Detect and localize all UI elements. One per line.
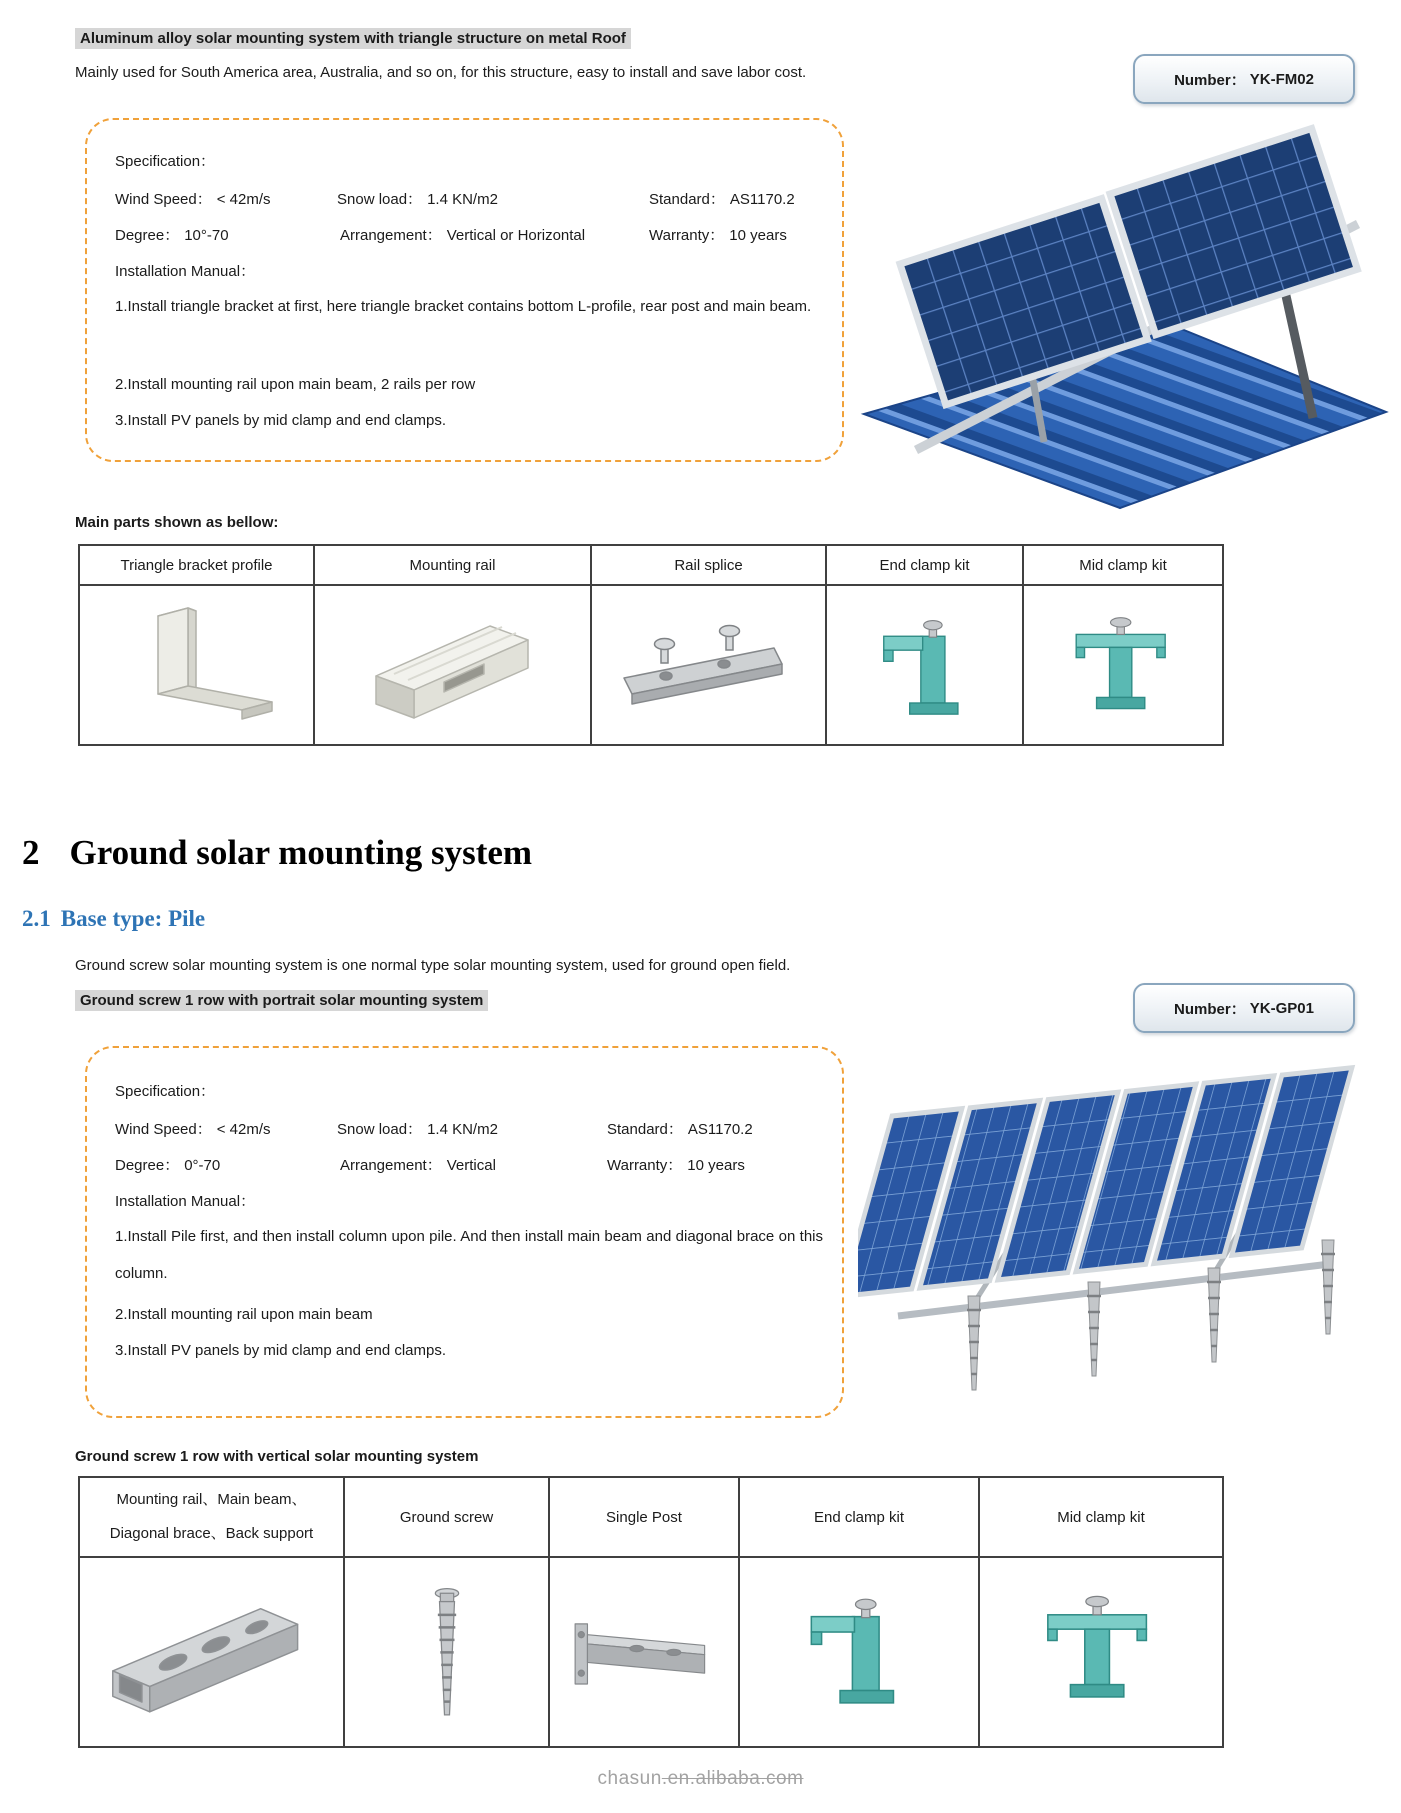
col-header-mid-clamp: Mid clamp kit [979, 1477, 1223, 1557]
spec-label: Arrangement： [340, 227, 442, 244]
col-header-end-clamp: End clamp kit [826, 545, 1023, 585]
ground-mount-image [858, 1058, 1390, 1423]
col-header-triangle-bracket: Triangle bracket profile [79, 545, 314, 585]
section2-heading: Ground screw 1 row with portrait solar mounting system [75, 990, 488, 1011]
spec-warranty [607, 1154, 745, 1175]
section2-product-photo [858, 1058, 1390, 1423]
col-header-single-post: Single Post [549, 1477, 739, 1557]
spec-snow-load [337, 1118, 498, 1139]
spec-value: 1.4 KN/m2 [427, 1121, 498, 1138]
manual-title: Installation Manual： [115, 263, 256, 280]
single-post-image [552, 1562, 737, 1742]
spec-label: Wind Speed： [115, 191, 212, 208]
spec-label: Snow load： [337, 191, 423, 208]
spec-value: 10 years [729, 227, 787, 244]
part-image-cell [549, 1557, 739, 1747]
triangle-bracket-profile-image [94, 590, 299, 740]
col-header-ground-screw: Ground screw [344, 1477, 549, 1557]
spec-wind-speed [115, 188, 271, 209]
badge-value: YK-GP01 [1249, 999, 1314, 1017]
col-header-mounting-rail: Mounting rail [314, 545, 591, 585]
spec-label: Standard： [649, 191, 725, 208]
spec-label: Standard： [607, 1121, 683, 1138]
watermark-url [0, 1768, 1401, 1790]
spec-warranty [649, 224, 787, 245]
watermark-prefix: chasun [597, 1768, 662, 1789]
part-image-cell [1023, 585, 1223, 745]
rail-splice-image [606, 590, 811, 740]
spec-degree [115, 224, 229, 245]
section2-subtitle [22, 906, 205, 932]
badge-label: Number： [1174, 71, 1246, 89]
spec-label: Wind Speed： [115, 1121, 212, 1138]
manual-title: Installation Manual： [115, 1193, 256, 1210]
section2-subtitle-text: Base type: Pile [60, 906, 206, 931]
col-header-rail-beam-brace [79, 1477, 344, 1557]
install-step-3: 3.Install PV panels by mid clamp and end clamps. [115, 412, 447, 429]
spec-degree [115, 1154, 220, 1175]
part-image-cell [739, 1557, 979, 1747]
spec-standard [607, 1118, 753, 1139]
spec-arrangement [340, 1154, 496, 1175]
spec-title: Specification： [115, 153, 216, 170]
section2-sub-number: 2.1 [22, 906, 51, 931]
spec-wind-speed [115, 1118, 271, 1139]
part-image-cell [79, 585, 314, 745]
col-header-rail-splice: Rail splice [591, 545, 826, 585]
spec-value: Vertical [446, 1157, 496, 1174]
spec-label: Warranty： [649, 227, 725, 244]
spec-label: Arrangement： [340, 1157, 442, 1174]
c-channel-profile-image [92, 1562, 332, 1742]
spec-label: Degree： [115, 227, 180, 244]
part-image-cell [344, 1557, 549, 1747]
spec-arrangement [340, 224, 585, 245]
badge-label: Number： [1174, 1000, 1246, 1018]
install-step-3: 3.Install PV panels by mid clamp and end clamps. [115, 1342, 447, 1359]
spec-value: AS1170.2 [729, 191, 795, 208]
spec-standard [649, 188, 795, 209]
spec-value: Vertical or Horizontal [446, 227, 586, 244]
spec-value: < 42m/s [216, 1121, 271, 1138]
roof-mount-image [858, 112, 1390, 510]
spec-value: < 42m/s [216, 191, 271, 208]
part-image-cell [79, 1557, 344, 1747]
spec-value: 10 years [687, 1157, 745, 1174]
section1-heading: Aluminum alloy solar mounting system with triangle structure on metal Roof [75, 28, 631, 49]
col-header-mid-clamp: Mid clamp kit [1023, 545, 1223, 585]
section1-intro: Mainly used for South America area, Australia, and so on, for this structure, easy to install and save labor cost. [75, 64, 807, 81]
ground-screw-image [347, 1562, 547, 1742]
spec-title: Specification： [115, 1083, 216, 1100]
section1-product-photo [858, 112, 1390, 510]
section2-title-text: Ground solar mounting system [69, 833, 533, 872]
part-image-cell [314, 585, 591, 745]
section2-spec-box [85, 1046, 844, 1418]
badge-value: YK-FM02 [1249, 70, 1314, 88]
end-clamp-kit-image [749, 1562, 969, 1742]
mounting-rail-image [350, 590, 555, 740]
spec-snow-load [337, 188, 498, 209]
spec-value: 1.4 KN/m2 [427, 191, 498, 208]
model-number-badge-2 [1133, 983, 1355, 1033]
install-step-1: 1.Install Pile first, and then install column upon pile. And then install main beam and diagonal brace on this column. [115, 1228, 823, 1282]
parts-title-1: Main parts shown as bellow: [75, 514, 279, 531]
section2-title [22, 833, 532, 873]
col-header-end-clamp: End clamp kit [739, 1477, 979, 1557]
spec-label: Snow load： [337, 1121, 423, 1138]
mid-clamp-kit-image [1028, 590, 1218, 740]
mid-clamp-kit-image [991, 1562, 1211, 1742]
watermark-suffix: .en.alibaba.com [661, 1768, 804, 1789]
spec-value: AS1170.2 [687, 1121, 753, 1138]
section1-spec-box [85, 118, 844, 462]
part-image-cell [979, 1557, 1223, 1747]
parts-table-1 [78, 544, 1224, 746]
section2-intro: Ground screw solar mounting system is one normal type solar mounting system, used for ground open field. [75, 957, 791, 974]
spec-value: 10°-70 [184, 227, 229, 244]
install-step-2: 2.Install mounting rail upon main beam, 2 rails per row [115, 376, 476, 393]
parts-title-2: Ground screw 1 row with vertical solar mounting system [75, 1448, 479, 1465]
col-header-line-1: Mounting rail、Main beam、 [116, 1491, 307, 1508]
spec-label: Warranty： [607, 1157, 683, 1174]
col-header-line-2: Diagonal brace、Back support [109, 1525, 314, 1542]
spec-label: Degree： [115, 1157, 180, 1174]
part-image-cell [826, 585, 1023, 745]
section2-number: 2 [22, 833, 40, 872]
end-clamp-kit-image [830, 590, 1020, 740]
model-number-badge-1 [1133, 54, 1355, 104]
spec-value: 0°-70 [184, 1157, 221, 1174]
install-step-2: 2.Install mounting rail upon main beam [115, 1306, 373, 1323]
parts-table-2 [78, 1476, 1224, 1748]
part-image-cell [591, 585, 826, 745]
install-step-1: 1.Install triangle bracket at first, here triangle bracket contains bottom L-profile, rear post and main beam. [115, 298, 812, 315]
